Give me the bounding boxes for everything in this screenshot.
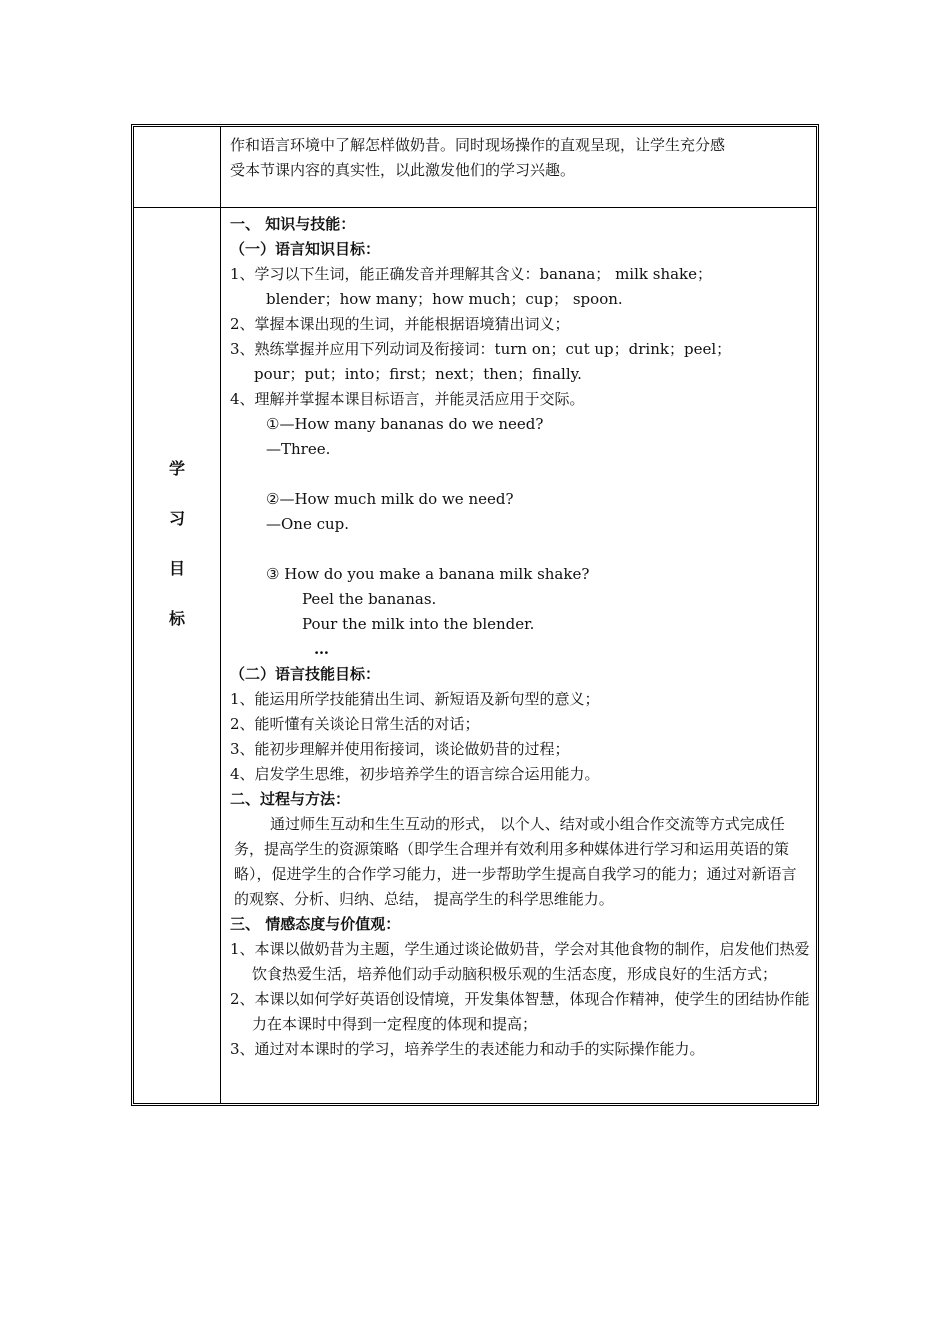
row2-content [230,212,810,1062]
process-methods-paragraph: 通过师生互动和生生互动的形式， 以个人、结对或小组合作交流等方式完成任务，提高学生的资源策略（即学生合理并有效利用多种媒体进行学习和运用英语的策略），促进学生的合作学习能力，进一步帮助学生提高自我学习的能力；通过对新语言的观察、分析、归纳、总结， 提高学生的科学思维能力。 [234,815,797,908]
knowledge-item-3: 3、熟练掌握并应用下列动词及衔接词：turn on；cut up；drink；peel； [230,340,732,358]
label-char: 学 [168,459,185,478]
skill-item-3: 3、能初步理解并使用衔接词，谈论做奶昔的过程； [230,740,570,758]
knowledge-item-2: 2、掌握本课出现的生词，并能根据语境猜出词义； [230,315,570,333]
skill-item-4: 4、启发学生思维，初步培养学生的语言综合运用能力。 [230,765,600,783]
label-char: 目 [168,559,185,578]
dialogue-3-step-1: Peel the bananas. [302,590,437,608]
dialogue-3-ellipsis: … [314,640,329,658]
knowledge-item-4: 4、理解并掌握本课目标语言，并能灵活应用于交际。 [230,390,585,408]
row1-line-1: 作和语言环境中了解怎样做奶昔。同时现场操作的直观呈现，让学生充分感 [230,136,726,154]
section-heading-process-methods: 二、过程与方法： [230,790,351,808]
dialogue-3-question: ③ How do you make a banana milk shake? [266,565,590,583]
row-divider [134,207,816,208]
column-divider [220,127,221,1103]
skill-item-2: 2、能听懂有关谈论日常生活的对话； [230,715,480,733]
label-char: 标 [168,609,185,628]
values-item-3: 3、通过对本课时的学习，培养学生的表述能力和动手的实际操作能力。 [230,1040,705,1058]
subheading-language-knowledge: （一）语言知识目标： [230,240,381,258]
lesson-plan-table [131,124,819,1106]
knowledge-item-3-cont: pour；put；into；first；next；then；finally. [254,365,582,383]
section-heading-attitudes-values: 三、 情感态度与价值观： [230,915,401,933]
values-item-1: 1、本课以做奶昔为主题，学生通过谈论做奶昔，学会对其他食物的制作，启发他们热爱饮食热爱生活，培养他们动手动脑积极乐观的生活态度，形成良好的生活方式； [230,940,810,983]
row-label-learning-objectives [134,457,220,657]
values-item-2: 2、本课以如何学好英语创设情境，开发集体智慧，体现合作精神，使学生的团结协作能力在本课时中得到一定程度的体现和提高； [230,990,810,1033]
skill-item-1: 1、能运用所学技能猜出生词、新短语及新句型的意义； [230,690,600,708]
subheading-language-skills: （二）语言技能目标： [230,665,381,683]
knowledge-item-1: 1、学习以下生词，能正确发音并理解其含义：banana； milk shake； [230,265,713,283]
row1-line-2: 受本节课内容的真实性，以此激发他们的学习兴趣。 [230,161,576,179]
label-char: 习 [168,509,185,528]
row1-content [230,133,810,183]
dialogue-2-question: ②—How much milk do we need? [266,490,514,508]
section-heading-knowledge: 一、 知识与技能： [230,215,356,233]
dialogue-1-answer: —Three. [266,440,331,458]
dialogue-2-answer: —One cup. [266,515,350,533]
dialogue-3-step-2: Pour the milk into the blender. [302,615,535,633]
knowledge-item-1-cont: blender；how many；how much；cup； spoon. [266,290,623,308]
dialogue-1-question: ①—How many bananas do we need? [266,415,544,433]
